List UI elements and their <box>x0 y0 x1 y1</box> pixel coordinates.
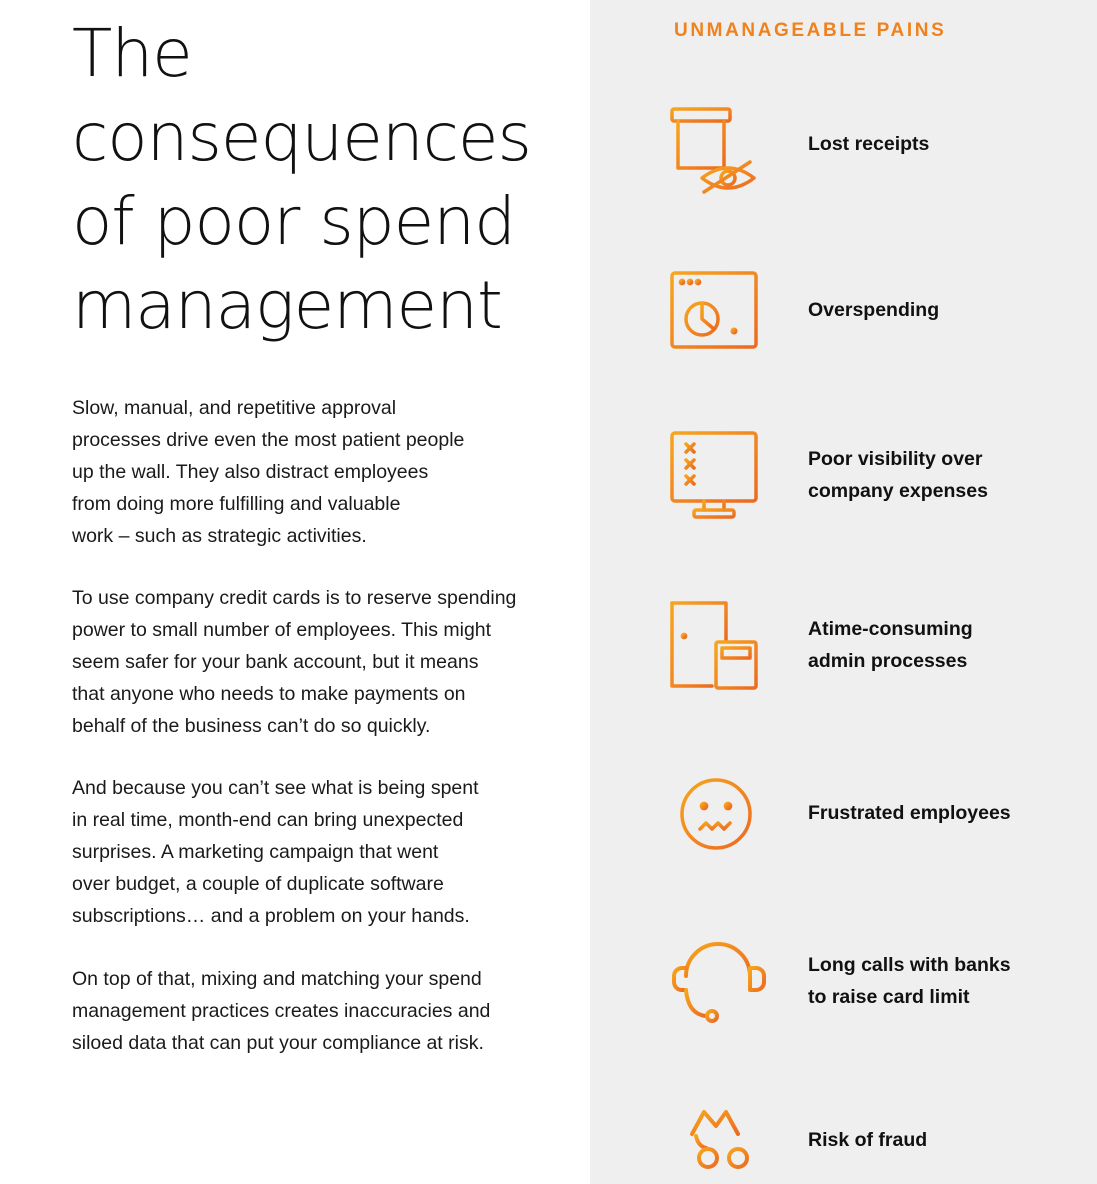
text-line: siloed data that can put your compliance at risk. <box>72 1032 484 1054</box>
pain-label <box>808 949 1011 1013</box>
text-line: To use company credit cards is to reserve spending <box>72 587 517 609</box>
text-line: subscriptions… and a problem on your hands. <box>72 905 470 927</box>
page-title <box>72 12 531 348</box>
pain-label-line: Poor visibility over <box>808 448 983 470</box>
pain-label <box>808 443 988 507</box>
page-title-line: of poor spend <box>72 183 515 260</box>
pain-label-line: admin processes <box>808 650 968 672</box>
text-line: power to small number of employees. This might <box>72 619 492 641</box>
text-line: up the wall. They also distract employees <box>72 461 429 483</box>
text-line: work – such as strategic activities. <box>72 525 367 547</box>
headset-icon <box>668 936 768 1028</box>
frustrated-face-icon <box>668 774 760 854</box>
page-title-line: consequences <box>72 99 531 176</box>
text-line: over budget, a couple of duplicate software <box>72 873 444 895</box>
pain-label-line: Long calls with banks <box>808 954 1011 976</box>
text-line: processes drive even the most patient people <box>72 429 465 451</box>
pain-label-line: Risk of fraud <box>808 1129 928 1151</box>
page-title-line: The <box>72 15 192 92</box>
text-line: Slow, manual, and repetitive approval <box>72 397 397 419</box>
pains-sidebar <box>590 0 1097 1184</box>
paragraph-approval <box>72 392 464 552</box>
paragraph-compliance <box>72 963 490 1059</box>
overspending-icon <box>668 270 760 350</box>
paragraph-month-end <box>72 772 479 932</box>
document-calculator-icon <box>668 600 760 692</box>
pain-label-line: Atime-consuming <box>808 618 973 640</box>
text-line: in real time, month-end can bring unexpected <box>72 809 464 831</box>
text-line: And because you can’t see what is being spent <box>72 777 479 799</box>
pain-label-line: to raise card limit <box>808 986 970 1008</box>
text-line: behalf of the business can’t do so quickly. <box>72 715 431 737</box>
lost-receipt-icon <box>668 106 760 198</box>
pain-label-line: Lost receipts <box>808 133 930 155</box>
text-line: seem safer for your bank account, but it means <box>72 651 479 673</box>
fraudster-icon <box>668 1106 768 1176</box>
sidebar-heading: UNMANAGEABLE PAINS <box>674 20 947 41</box>
text-line: surprises. A marketing campaign that went <box>72 841 439 863</box>
pain-label <box>808 128 929 160</box>
pain-label <box>808 613 973 677</box>
pain-label-line: company expenses <box>808 480 988 502</box>
pain-label-line: Overspending <box>808 299 940 321</box>
text-line: from doing more fulfilling and valuable <box>72 493 401 515</box>
pain-label <box>808 294 939 326</box>
pain-label <box>808 797 1011 829</box>
paragraph-credit-cards <box>72 582 516 742</box>
page-title-line: management <box>72 267 502 344</box>
pain-label-line: Frustrated employees <box>808 802 1011 824</box>
text-line: that anyone who needs to make payments on <box>72 683 466 705</box>
text-line: management practices creates inaccuracies and <box>72 1000 491 1022</box>
monitor-checklist-icon <box>668 430 760 522</box>
pain-label <box>808 1124 927 1156</box>
text-line: On top of that, mixing and matching your spend <box>72 968 482 990</box>
